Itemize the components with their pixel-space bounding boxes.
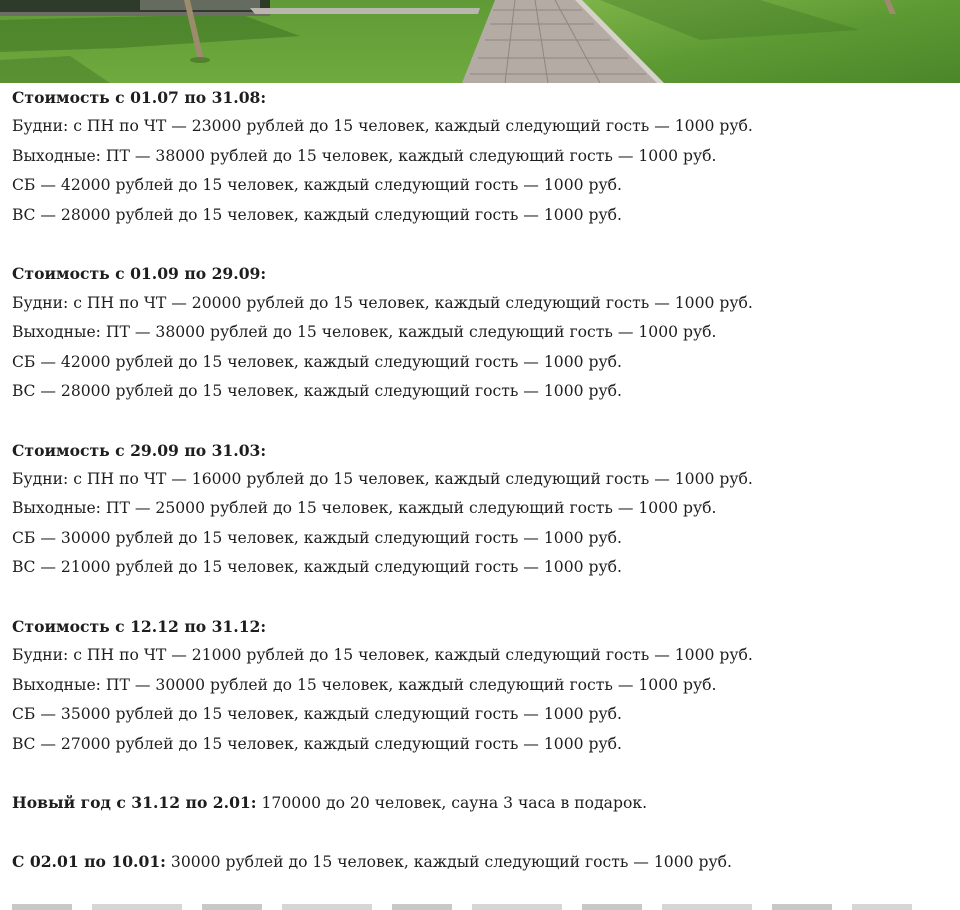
section-heading: Стоимость с 01.09 по 29.09:	[12, 264, 267, 284]
price-line-saturday: СБ — 42000 рублей до 15 человек, каждый следующий гость — 1000 руб.	[12, 176, 623, 195]
price-section-january	[12, 847, 960, 876]
price-line-weekdays: Будни: с ПН по ЧТ — 20000 рублей до 15 человек, каждый следующий гость — 1000 руб.	[12, 293, 753, 312]
price-line-sunday: ВС — 27000 рублей до 15 человек, каждый следующий гость — 1000 руб.	[12, 734, 623, 753]
lawn-and-path-image	[0, 0, 960, 83]
price-list	[0, 83, 960, 877]
price-section-december	[12, 612, 960, 759]
new-year-text: 170000 до 20 человек, сауна 3 часа в подарок.	[256, 794, 648, 813]
price-line-weekdays: Будни: с ПН по ЧТ — 23000 рублей до 15 человек, каждый следующий гость — 1000 руб.	[12, 117, 753, 136]
price-section-september	[12, 259, 960, 406]
price-section-winter	[12, 436, 960, 583]
new-year-label: Новый год с 31.12 по 2.01:	[12, 793, 257, 813]
january-text: 30000 рублей до 15 человек, каждый следующий гость — 1000 руб.	[165, 853, 733, 872]
section-heading: Стоимость с 01.07 по 31.08:	[12, 88, 267, 107]
price-line-friday: Выходные: ПТ — 38000 рублей до 15 человек, каждый следующий гость — 1000 руб.	[12, 323, 717, 342]
price-line-friday: Выходные: ПТ — 25000 рублей до 15 человек, каждый следующий гость — 1000 руб.	[12, 499, 717, 518]
section-heading: Стоимость с 29.09 по 31.03:	[12, 440, 267, 460]
section-heading: Стоимость с 12.12 по 31.12:	[12, 617, 267, 637]
price-line-saturday: СБ — 35000 рублей до 15 человек, каждый следующий гость — 1000 руб.	[12, 705, 623, 724]
price-section-summer	[12, 83, 960, 230]
price-line-weekdays: Будни: с ПН по ЧТ — 16000 рублей до 15 человек, каждый следующий гость — 1000 руб.	[12, 470, 753, 489]
january-label: С 02.01 по 10.01:	[12, 852, 166, 872]
price-line-friday: Выходные: ПТ — 30000 рублей до 15 человек, каждый следующий гость — 1000 руб.	[12, 675, 717, 694]
price-line-weekdays: Будни: с ПН по ЧТ — 21000 рублей до 15 человек, каждый следующий гость — 1000 руб.	[12, 646, 753, 665]
price-line-saturday: СБ — 42000 рублей до 15 человек, каждый следующий гость — 1000 руб.	[12, 352, 623, 371]
new-year-price	[12, 788, 960, 817]
price-line-saturday: СБ — 30000 рублей до 15 человек, каждый следующий гость — 1000 руб.	[12, 528, 623, 547]
price-line-sunday: ВС — 21000 рублей до 15 человек, каждый следующий гость — 1000 руб.	[12, 558, 623, 577]
price-line-friday: Выходные: ПТ — 38000 рублей до 15 человек, каждый следующий гость — 1000 руб.	[12, 146, 717, 165]
price-line-sunday: ВС — 28000 рублей до 15 человек, каждый следующий гость — 1000 руб.	[12, 381, 623, 400]
january-price	[12, 847, 960, 876]
cropped-next-line	[12, 904, 912, 910]
price-section-new-year	[12, 788, 960, 817]
header-photo	[0, 0, 960, 83]
price-line-sunday: ВС — 28000 рублей до 15 человек, каждый следующий гость — 1000 руб.	[12, 205, 623, 224]
